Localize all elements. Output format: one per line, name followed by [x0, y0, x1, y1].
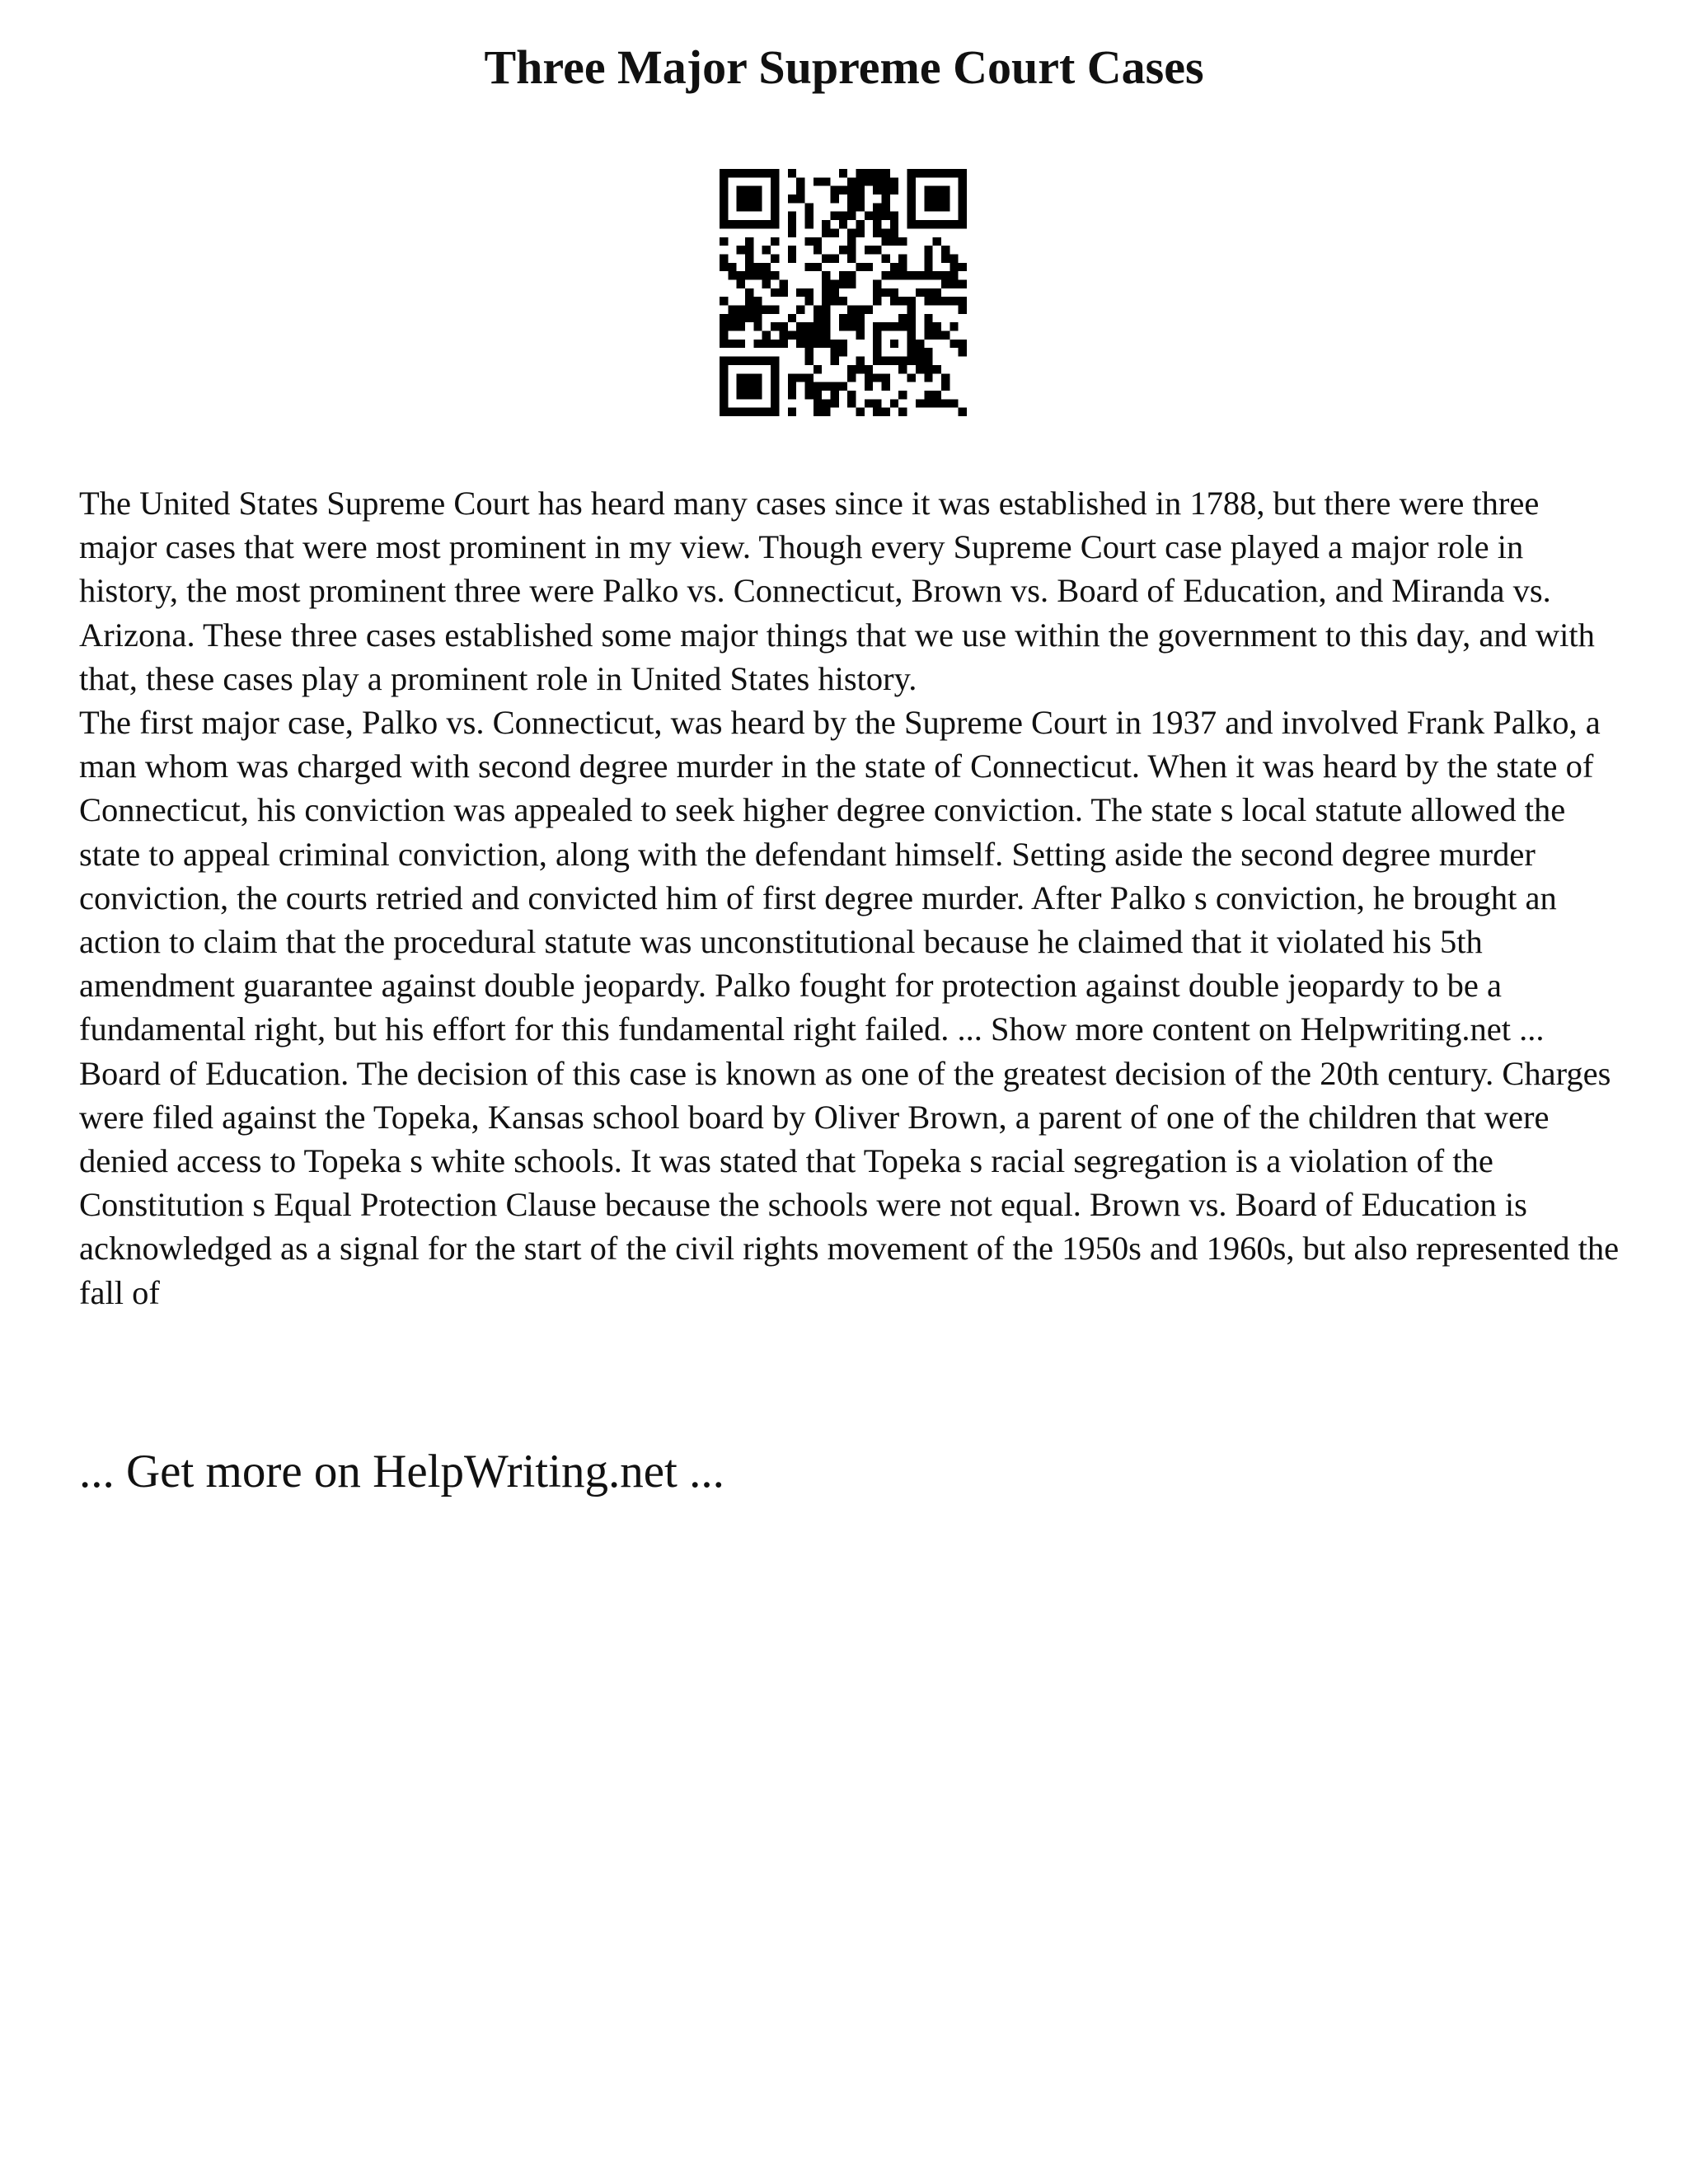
- page-title: Three Major Supreme Court Cases: [484, 40, 1204, 94]
- paragraph-brown: Board of Education. The decision of this case is known as one of the greatest decision of the 20th century. Charges were filed against the Topeka, Kansas school board by Oliver Brown, a parent of one of the children that were denied access to Topeka s white schools. It was stated that Topeka s racial segregation is a violation of the Constitution s Equal Protection Clause because the schools were not equal. Brown vs. Board of Education is acknowledged as a signal for the start of the civil rights movement of the 1950s and 1960s, but also represented the fall of: [79, 1054, 1620, 1311]
- qr-code-icon[interactable]: [720, 169, 967, 416]
- get-more-link[interactable]: ... Get more on HelpWriting.net ...: [79, 1446, 724, 1497]
- paragraph-palko: The first major case, Palko vs. Connecticut, was heard by the Supreme Court in 1937 and involved Frank Palko, a man whom was charged with second degree murder in the state of Connecticut. When it was heard by the state of Connecticut, his conviction was appealed to seek higher degree conviction. The state s local statute allowed the state to appeal criminal conviction, along with the defendant himself. Setting aside the second degree murder conviction, the courts retried and convicted him of first degree murder. After Palko s conviction, he brought an action to claim that the procedural statute was unconstitutional because he claimed that it violated his 5th amendment guarantee against double jeopardy. Palko fought for protection against double jeopardy to be a fundamental right, but his effort for this fundamental right failed. ... Show more content on Helpwriting.net ...: [79, 704, 1601, 1048]
- paragraph-intro: The United States Supreme Court has heard many cases since it was established in 1788, but there were three major cases that were most prominent in my view. Though every Supreme Court case played a major role in history, the most prominent three were Palko vs. Connecticut, Brown vs. Board of Education, and Miranda vs. Arizona. These three cases established some major things that we use within the government to this day, and with that, these cases play a prominent role in United States history.: [79, 485, 1595, 697]
- article-body: [79, 481, 1620, 1315]
